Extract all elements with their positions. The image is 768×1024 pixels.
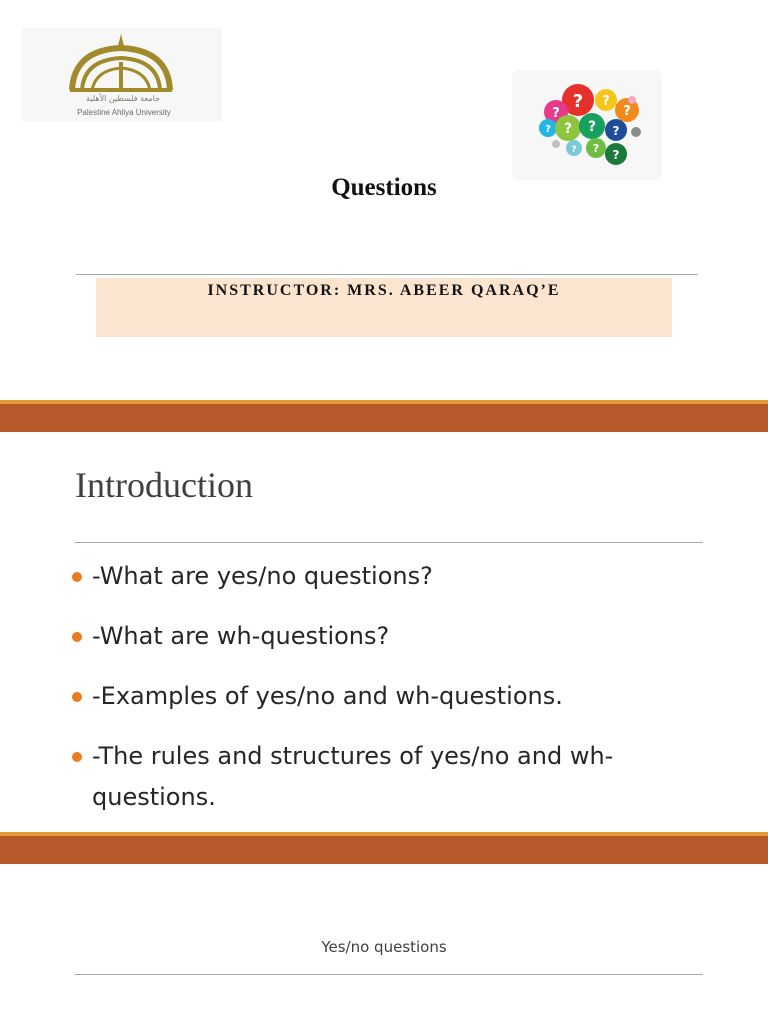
dome-emblem-icon (66, 32, 176, 94)
svg-text:?: ? (623, 104, 631, 119)
svg-text:?: ? (571, 145, 577, 155)
svg-text:?: ? (602, 94, 610, 109)
bullet-text: -What are yes/no questions? (92, 562, 433, 590)
bullet-text: -What are wh-questions? (92, 622, 390, 650)
bullet-dot-icon (72, 752, 82, 762)
slide-separator-band (0, 832, 768, 864)
introduction-slide (0, 432, 768, 832)
university-logo (22, 28, 222, 122)
logo-english-text: Palestine Ahliya University (77, 108, 171, 117)
title-divider (76, 274, 698, 275)
svg-text:?: ? (572, 91, 584, 112)
bullet-text: -Examples of yes/no and wh-questions. (92, 682, 563, 710)
slide-separator-band (0, 400, 768, 432)
instructor-box (96, 278, 672, 337)
caption-divider (75, 974, 703, 975)
list-item (70, 556, 710, 597)
svg-text:?: ? (552, 106, 560, 121)
slide-caption: Yes/no questions (321, 938, 447, 956)
slide-heading: Introduction (75, 465, 253, 505)
bullet-list (70, 556, 710, 837)
bullet-dot-icon (72, 572, 82, 582)
bullet-text: -The rules and structures of yes/no and wh-questions. (92, 742, 614, 811)
instructor-name: INSTRUCTOR: MRS. ABEER QARAQ’E (207, 282, 561, 299)
svg-text:?: ? (563, 121, 573, 137)
slide-title: Questions (331, 174, 437, 201)
svg-text:?: ? (587, 119, 597, 135)
svg-text:?: ? (592, 142, 600, 155)
svg-text:?: ? (545, 124, 551, 135)
svg-text:?: ? (612, 124, 620, 138)
bullet-dot-icon (72, 692, 82, 702)
list-item (70, 736, 710, 818)
list-item (70, 676, 710, 717)
question-marks-icon (512, 70, 662, 180)
title-slide (0, 0, 768, 400)
bullet-dot-icon (72, 632, 82, 642)
list-item (70, 616, 710, 657)
yes-no-slide (0, 864, 768, 1024)
logo-arabic-text: جامعة فلسطين الأهلية (86, 94, 160, 103)
svg-text:?: ? (612, 148, 620, 162)
heading-divider (75, 542, 703, 543)
